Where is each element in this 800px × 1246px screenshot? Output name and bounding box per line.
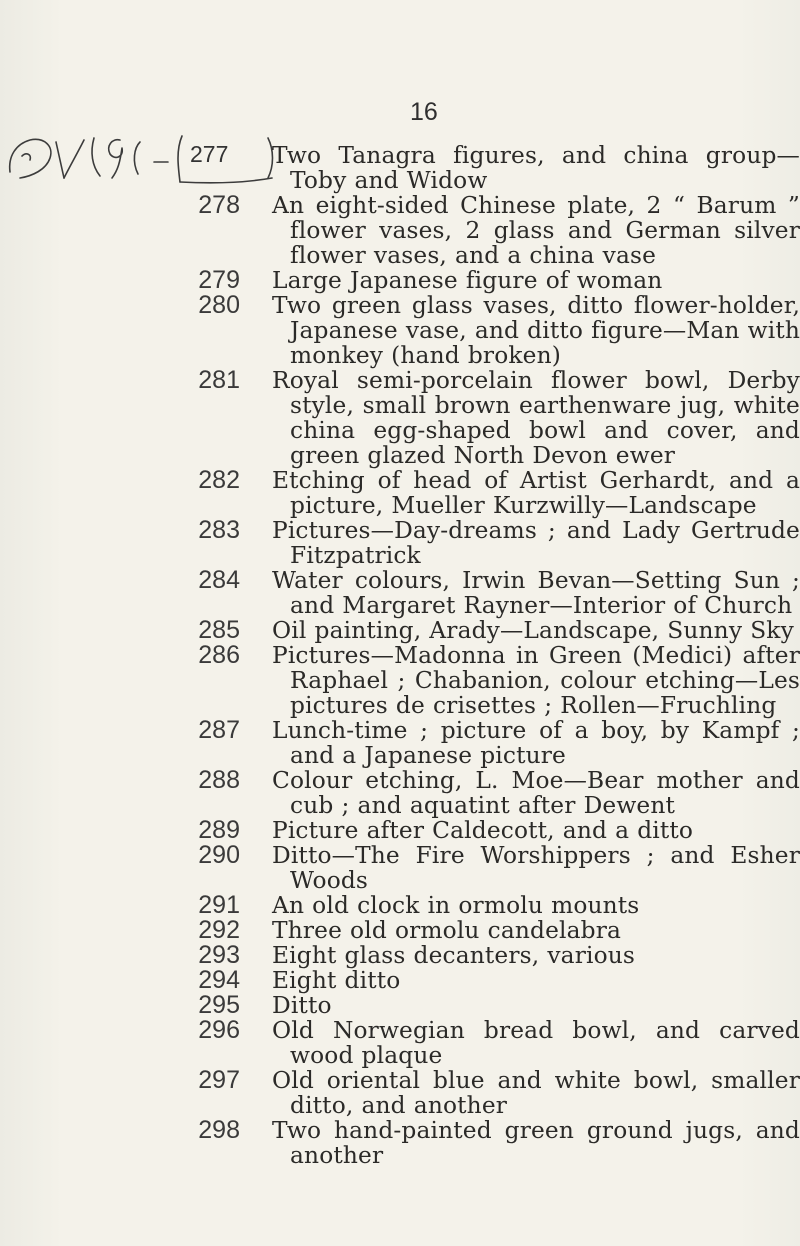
lot-entry: [0, 268, 800, 293]
lot-description: Ditto—The Fire Worshippers ; and Esher Woods: [272, 842, 800, 894]
lot-description: Water colours, Irwin Bevan—Setting Sun ; and Margaret Rayner—Interior of Church: [272, 567, 800, 619]
lot-entry: [0, 293, 800, 368]
lot-number: 297: [198, 1066, 240, 1094]
lot-description: Two Tanagra figures, and china group—Toby and Widow: [272, 142, 800, 194]
lot-number: 283: [198, 516, 240, 544]
lot-description: Colour etching, L. Moe—Bear mother and cub ; and aquatint after Dewent: [272, 767, 800, 819]
lot-entry: [0, 718, 800, 768]
lot-number: 280: [198, 291, 240, 319]
lot-description: Etching of head of Artist Gerhardt, and a picture, Mueller Kurzwilly—Landscape: [272, 467, 800, 519]
lot-description: Large Japanese figure of woman: [272, 267, 663, 294]
lot-entry: [0, 818, 800, 843]
lot-entry: [0, 943, 800, 968]
lot-entry: [0, 993, 800, 1018]
lot-list: [0, 143, 800, 1168]
lot-number: 284: [198, 566, 240, 594]
lot-description: Picture after Caldecott, and a ditto: [272, 817, 694, 844]
lot-description: An eight-sided Chinese plate, 2 “ Barum ” flower vases, 2 glass and German silver flower vases, and a china vase: [272, 192, 800, 269]
lot-number: 291: [198, 891, 240, 919]
lot-description: Oil painting, Arady—Landscape, Sunny Sky: [272, 617, 794, 644]
lot-description: Eight glass decanters, various: [272, 942, 636, 969]
lot-number: 293: [198, 941, 240, 969]
lot-entry: [0, 518, 800, 568]
lot-description: Eight ditto: [272, 967, 401, 994]
lot-entry: [0, 1118, 800, 1168]
lot-number: 295: [198, 991, 240, 1019]
lot-number: 292: [198, 916, 240, 944]
lot-entry: [0, 843, 800, 893]
lot-description: Pictures—Day-dreams ; and Lady Gertrude Fitzpatrick: [272, 517, 800, 569]
lot-number: 294: [198, 966, 240, 994]
lot-entry: [0, 618, 800, 643]
lot-number: 288: [198, 766, 240, 794]
lot-entry: [0, 1018, 800, 1068]
lot-number: 296: [198, 1016, 240, 1044]
lot-description: Old Norwegian bread bowl, and carved wood plaque: [272, 1017, 800, 1069]
lot-entry: [0, 143, 800, 193]
lot-description: Lunch-time ; picture of a boy, by Kampf ; and a Japanese picture: [272, 717, 800, 769]
lot-description: Ditto: [272, 992, 332, 1019]
lot-number: 287: [198, 716, 240, 744]
lot-entry: [0, 643, 800, 718]
lot-number: 278: [198, 191, 240, 219]
lot-description: An old clock in ormolu mounts: [272, 892, 640, 919]
lot-description: Old oriental blue and white bowl, smaller ditto, and another: [272, 1067, 800, 1119]
lot-description: Pictures—Madonna in Green (Medici) after Raphael ; Chabanion, colour etching—Les pictures de crisettes ; Rollen—Fruchling: [272, 642, 800, 719]
lot-entry: [0, 568, 800, 618]
lot-entry: [0, 968, 800, 993]
lot-description: Two hand-painted green ground jugs, and another: [272, 1117, 800, 1169]
lot-entry: [0, 468, 800, 518]
lot-number: 282: [198, 466, 240, 494]
lot-number: 290: [198, 841, 240, 869]
svg-text:277: 277: [190, 141, 229, 167]
lot-number: 286: [198, 641, 240, 669]
lot-number: 298: [198, 1116, 240, 1144]
lot-entry: [0, 368, 800, 468]
lot-description: Three old ormolu candelabra: [272, 917, 622, 944]
lot-entry: [0, 193, 800, 268]
lot-number: 281: [198, 366, 240, 394]
lot-number: 279: [198, 266, 240, 294]
lot-entry: [0, 1068, 800, 1118]
lot-number: 285: [198, 616, 240, 644]
lot-entry: [0, 918, 800, 943]
lot-description: Royal semi-porcelain flower bowl, Derby style, small brown earthenware jug, white china egg-shaped bowl and cover, and green glazed North Devon ewer: [272, 367, 800, 469]
lot-number: 289: [198, 816, 240, 844]
page-number: 16: [410, 98, 438, 126]
lot-description: Two green glass vases, ditto flower-holder, Japanese vase, and ditto figure—Man with monkey (hand broken): [272, 292, 800, 369]
lot-entry: [0, 893, 800, 918]
lot-entry: [0, 768, 800, 818]
